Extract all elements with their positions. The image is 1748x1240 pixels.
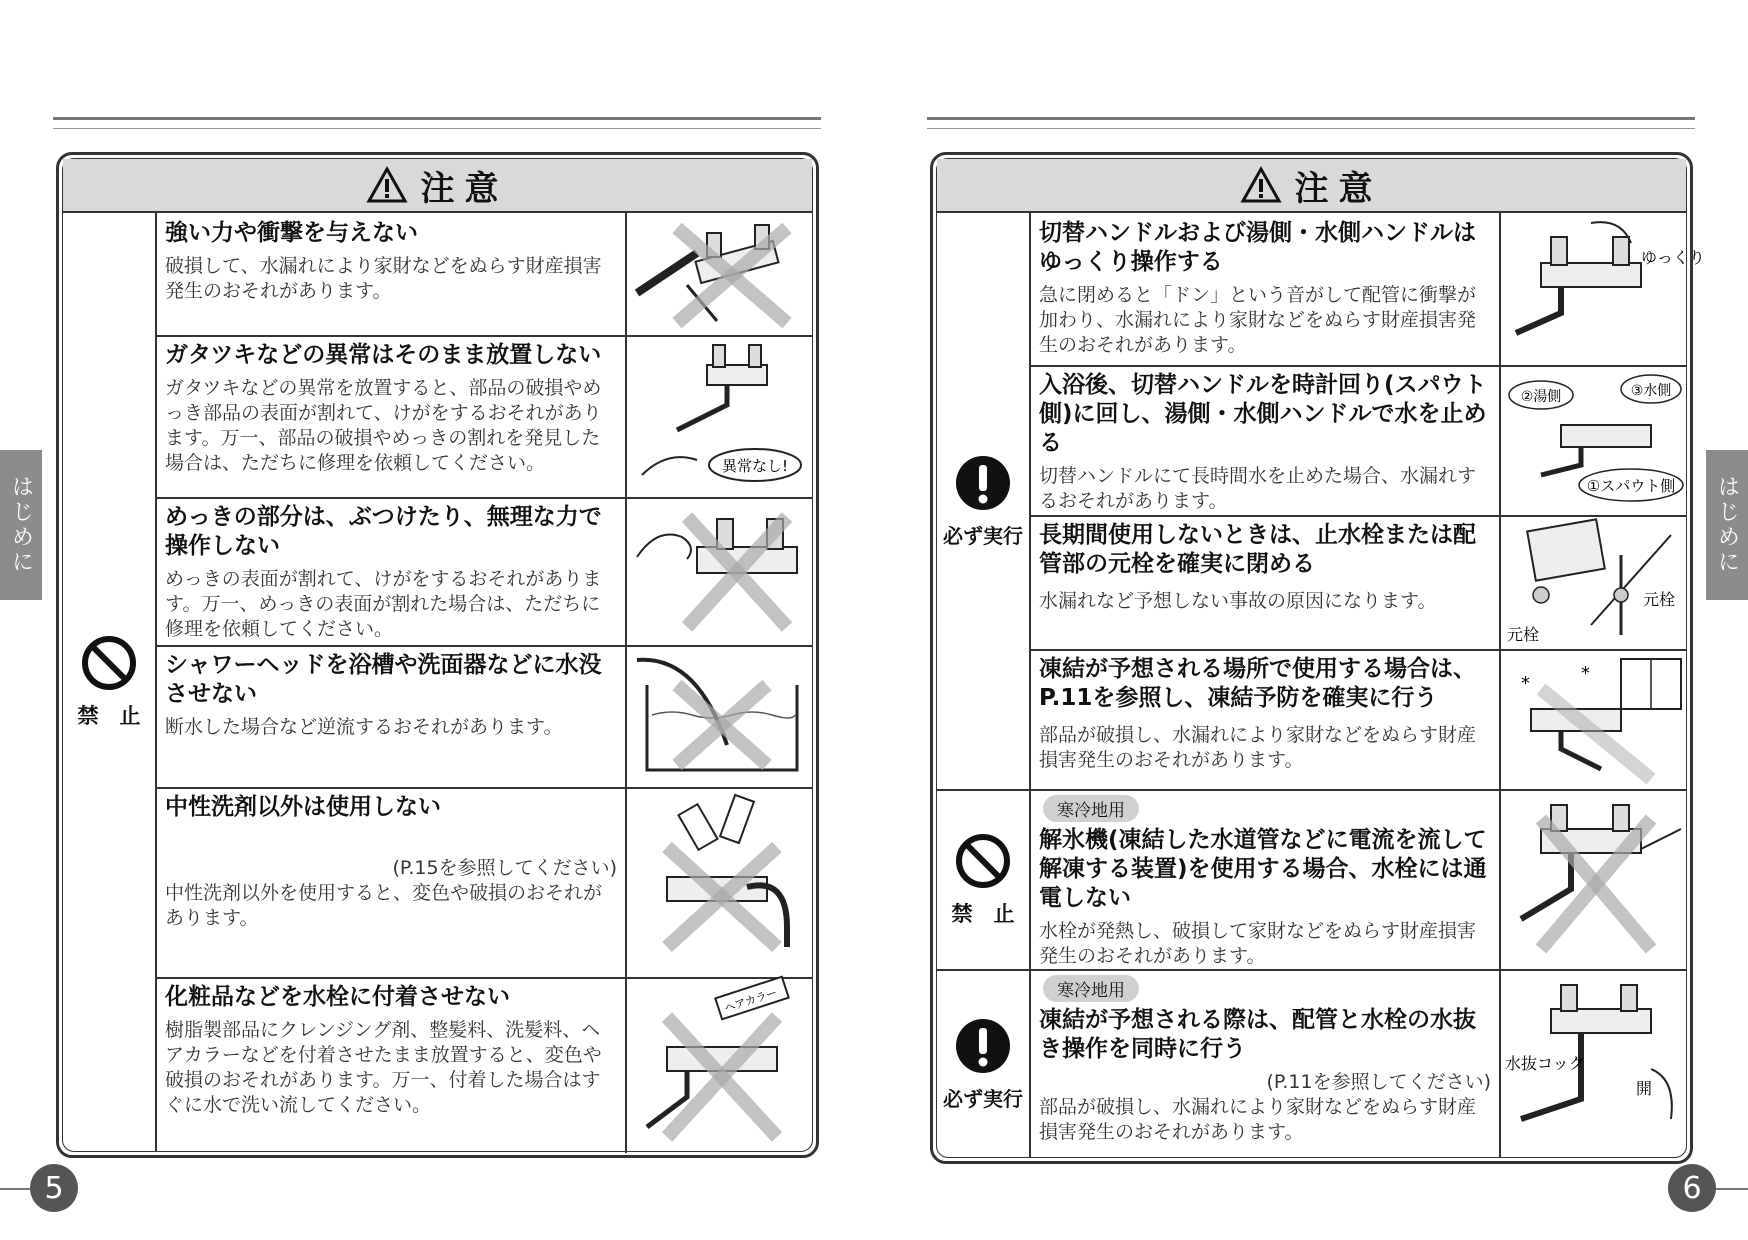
row-body: ガタツキなどの異常を放置すると、部品の破損やめっき部品の表面が割れて、けがをするおそれがあります。万一、部品の破損やめっきの割れを発見した場合は、ただちに修理を依頼してください。 [165,377,602,474]
row-body: 樹脂製部品にクレンジング剤、整髪料、洗髪料、ヘアカラーなどを付着させたまま放置すると、変色や破損のおそれがあります。万一、付着した場合はすぐに水で洗い流してください。 [165,1019,602,1116]
row-body: めっきの表面が割れて、けがをするおそれがあります。万一、めっきの表面が割れた場合は、ただちに修理を依頼してください。 [165,568,602,640]
illustration-label: 元栓 [1507,625,1540,644]
caution-header [937,159,1686,213]
rattle-check-illustration [627,335,812,497]
cold-region-tag: 寒冷地用 [1043,975,1139,1002]
warning-triangle-icon [1241,167,1281,203]
caution-row [157,213,812,337]
warning-triangle-icon [367,167,407,203]
detergent-illustration [627,787,812,977]
caution-row [1031,789,1686,971]
thaw-machine-illustration [1501,789,1686,969]
row-body: 急に閉めると「ドン」という音がして配管に衝撃が加わり、水漏れにより家財などをぬらす財産損害発生のおそれがあります。 [1039,284,1477,356]
category-label: 必ず実行 [943,1086,1023,1111]
side-tab-left[interactable]: はじめに [0,450,42,600]
slow-handle-illustration [1501,213,1705,365]
category-label: 禁 止 [951,902,1015,926]
plating-impact-illustration [627,497,812,645]
category-label: 必ず実行 [943,523,1023,548]
caution-row [1031,213,1705,367]
caution-row [157,645,812,789]
row-body: 切替ハンドルにて長時間水を止めた場合、水漏れするおそれがあります。 [1039,465,1477,512]
caution-row [1031,969,1686,1157]
row-title: 凍結が予想される際は、配管と水栓の水抜き操作を同時に行う [1039,1007,1476,1062]
top-rule-right-thin [927,128,1695,129]
mandatory-icon [954,1017,1012,1075]
row-title: 中性洗剤以外は使用しない [165,794,441,820]
must-do-column [937,213,1031,791]
snowflake-icon: * [1521,673,1530,694]
row-title: 凍結が予想される場所で使用する場合は、P.11を参照し、凍結予防を確実に行う [1039,656,1476,711]
page-reference: (P.11を参照してください) [1266,1071,1491,1093]
row-body: 部品が破損し、水漏れにより家財などをぬらす財産損害発生のおそれがあります。 [1039,724,1477,771]
row-title: 化粧品などを水栓に付着させない [165,984,510,1010]
illustration-label: ③水側 [1630,383,1672,399]
side-tab-right[interactable]: はじめに [1706,450,1748,600]
drain-cock-illustration [1501,969,1686,1157]
row-title: 長期間使用しないときは、止水栓または配管部の元栓を確実に閉める [1039,522,1476,577]
shower-submerged-illustration [627,645,812,787]
row-title: 切替ハンドルおよび湯側・水側ハンドルはゆっくり操作する [1039,220,1476,275]
prohibition-icon [80,634,138,692]
header-title: 注意 [420,168,509,209]
header-title: 注意 [1294,168,1383,209]
wrench-faucet-illustration [627,213,812,335]
cold-region-tag: 寒冷地用 [1043,795,1139,822]
cosmetics-illustration [627,977,812,1153]
prohibition-column [937,791,1031,971]
row-title: ガタツキなどの異常はそのまま放置しない [165,342,602,368]
illustration-label: ゆっくり [1641,248,1705,267]
caution-header [63,159,812,213]
illustration-label: ①スパウト側 [1586,477,1676,495]
page-number-left: 5 [30,1164,78,1212]
row-body: 部品が破損し、水漏れにより家財などをぬらす財産損害発生のおそれがあります。 [1039,1096,1477,1143]
illustration-label: 異常なし! [721,457,789,475]
row-body: 断水した場合など逆流するおそれがあります。 [165,716,563,738]
illustration-label: 元栓 [1643,590,1676,609]
snowflake-icon: * [1581,663,1590,684]
row-title: 解氷機(凍結した水道管などに電流を流して解凍する装置)を使用する場合、水栓には通電しない [1039,827,1487,911]
category-label: 禁 止 [77,704,141,728]
freeze-prevention-illustration [1501,649,1686,789]
top-rule-left [53,117,821,120]
must-do-column [937,971,1031,1157]
row-title: 入浴後、切替ハンドルを時計回り(スパウト側)に回し、湯側・水側ハンドルで水を止める [1039,372,1487,456]
row-body: 中性洗剤以外を使用すると、変色や破損のおそれがあります。 [165,882,603,929]
illustration-label: 水抜コック [1505,1054,1585,1073]
top-rule-left-thin [53,128,821,129]
caution-row [157,497,812,647]
row-title: めっきの部分は、ぶつけたり、無理な力で操作しない [165,504,602,559]
page-number-right: 6 [1668,1164,1716,1212]
prohibition-icon [954,832,1012,890]
mandatory-icon [954,454,1012,512]
caution-row [157,787,812,979]
caution-row [1031,365,1686,517]
row-title: 強い力や衝撃を与えない [165,220,418,246]
main-valve-illustration [1501,515,1686,649]
prohibition-column [63,213,157,1151]
illustration-label: 開 [1636,1079,1653,1098]
illustration-label: ②湯側 [1520,389,1562,405]
page-reference: (P.15を参照してください) [392,857,617,879]
caution-row [157,977,812,1153]
illustration-label: ヘアカラー [722,985,779,1016]
caution-row [1031,649,1686,791]
caution-row [157,335,812,499]
caution-row [1031,515,1686,651]
row-body: 水漏れなど予想しない事故の原因になります。 [1039,590,1437,612]
caution-box-left [56,152,819,1158]
caution-box-right [930,152,1705,1164]
row-body: 破損して、水漏れにより家財などをぬらす財産損害発生のおそれがあります。 [165,255,602,302]
row-body: 水栓が発熱し、破損して家財などをぬらす財産損害発生のおそれがあります。 [1039,920,1477,967]
handle-order-illustration [1501,365,1686,515]
top-rule-right [927,117,1695,120]
row-title: シャワーヘッドを浴槽や洗面器などに水没させない [165,652,602,707]
